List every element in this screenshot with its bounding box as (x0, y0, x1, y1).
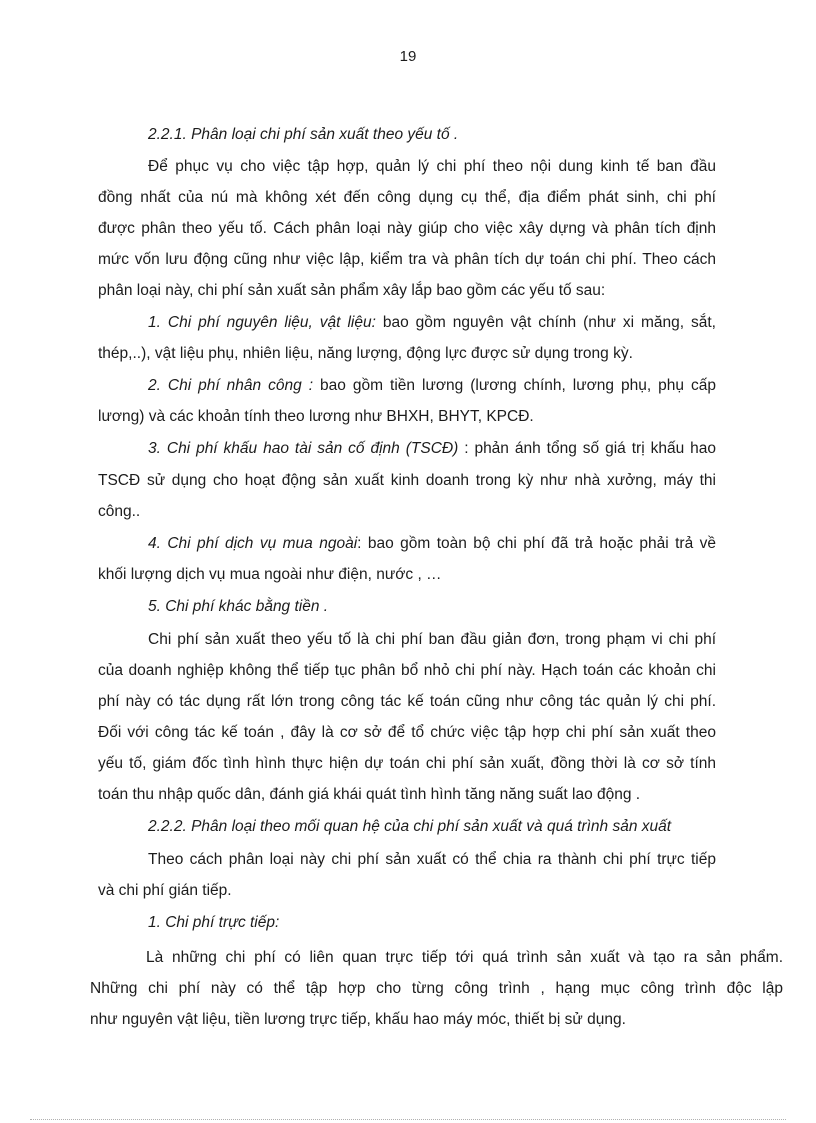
paragraph-line: Theo cách phân loại này chi phí sản xuất có thể chia ra thành chi phí trực tiếp (148, 851, 716, 868)
paragraph-line: toán thu nhập quốc dân, đánh giá khái quát tình hình tăng năng suất lao động . (98, 786, 641, 803)
page-bottom-border (30, 1119, 786, 1120)
paragraph-line: được phân theo yếu tố. Cách phân loại này giúp cho việc xây dựng và phân tích định (98, 220, 716, 237)
paragraph-line: Chi phí sản xuất theo yếu tố là chi phí ban đầu giản đơn, trong phạm vi chi phí (148, 631, 716, 648)
list-item-text: : bao gồm toàn bộ chi phí đã trả hoặc phải trả về (357, 535, 716, 552)
page-number: 19 (399, 48, 417, 65)
paragraph-line: của doanh nghiệp không thể tiếp tục phân bổ nhỏ chi phí này. Hạch toán các khoản chi (98, 662, 716, 679)
paragraph-line: Đối với công tác kế toán , đây là cơ sở để tổ chức việc tập hợp chi phí sản xuất theo (98, 724, 716, 741)
paragraph-line: mức vốn lưu động cũng như việc lập, kiểm tra và phân tích dự toán chi phí. Theo cách (98, 251, 716, 268)
paragraph-line: như nguyên vật liệu, tiền lương trực tiếp, khấu hao máy móc, thiết bị sử dụng. (90, 1011, 626, 1028)
list-item-text: bao gồm tiền lương (lương chính, lương phụ, phụ cấp (313, 377, 716, 394)
list-item-3 (148, 440, 716, 458)
section-heading-2-2-2: 2.2.2. Phân loại theo mối quan hệ của chi phí sản xuất và quá trình sản xuất (148, 818, 672, 835)
paragraph-line: phân loại này, chi phí sản xuất sản phẩm xây lắp bao gồm các yếu tố sau: (98, 282, 606, 299)
paragraph-line: Là những chi phí có liên quan trực tiếp tới quá trình sản xuất và tạo ra sản phẩm. (146, 949, 783, 966)
paragraph-line: lương) và các khoản tính theo lương như BHXH, BHYT, KPCĐ. (98, 408, 534, 425)
paragraph-line: Những chi phí này có thể tập hợp cho từng công trình , hạng mục công trình độc lập (90, 980, 783, 997)
list-item-5: 5. Chi phí khác bằng tiền . (148, 598, 329, 615)
paragraph-line: công.. (98, 503, 141, 520)
list-item-1 (148, 314, 716, 332)
section-heading-2-2-1: 2.2.1. Phân loại chi phí sản xuất theo yếu tố . (148, 126, 459, 143)
list-item-direct-cost: 1. Chi phí trực tiếp: (148, 914, 280, 931)
list-item-4 (148, 535, 716, 553)
list-item-label: 2. Chi phí nhân công : (148, 377, 314, 394)
paragraph-line: và chi phí gián tiếp. (98, 882, 232, 899)
paragraph-line: thép,..), vật liệu phụ, nhiên liệu, năng lượng, động lực được sử dụng trong kỳ. (98, 345, 633, 362)
list-item-text: : phản ánh tổng số giá trị khấu hao (458, 440, 716, 457)
paragraph-line: khối lượng dịch vụ mua ngoài như điện, nước , … (98, 566, 442, 583)
list-item-2 (148, 377, 716, 395)
list-item-label: 4. Chi phí dịch vụ mua ngoài (148, 535, 358, 552)
paragraph-line: TSCĐ sử dụng cho hoạt động sản xuất kinh doanh trong kỳ như nhà xưởng, máy thi (98, 472, 716, 489)
list-item-text: bao gồm nguyên vật chính (như xi măng, sắt, (375, 314, 716, 331)
paragraph-line: Để phục vụ cho việc tập hợp, quản lý chi phí theo nội dung kinh tế ban đầu (148, 158, 716, 175)
paragraph-line: yếu tố, giám đốc tình hình thực hiện dự toán chi phí sản xuất, đồng thời là cơ sở tính (98, 755, 716, 772)
paragraph-line: phí này có tác dụng rất lớn trong công tác kế toán cũng như công tác quản lý chi phí. (98, 693, 716, 710)
list-item-label: 1. Chi phí nguyên liệu, vật liệu: (148, 314, 376, 331)
paragraph-line: đồng nhất của nú mà không xét đến công dụng cụ thể, địa điểm phát sinh, chi phí (98, 189, 716, 206)
list-item-label: 3. Chi phí khấu hao tài sản cố định (TSCĐ) (148, 440, 459, 457)
